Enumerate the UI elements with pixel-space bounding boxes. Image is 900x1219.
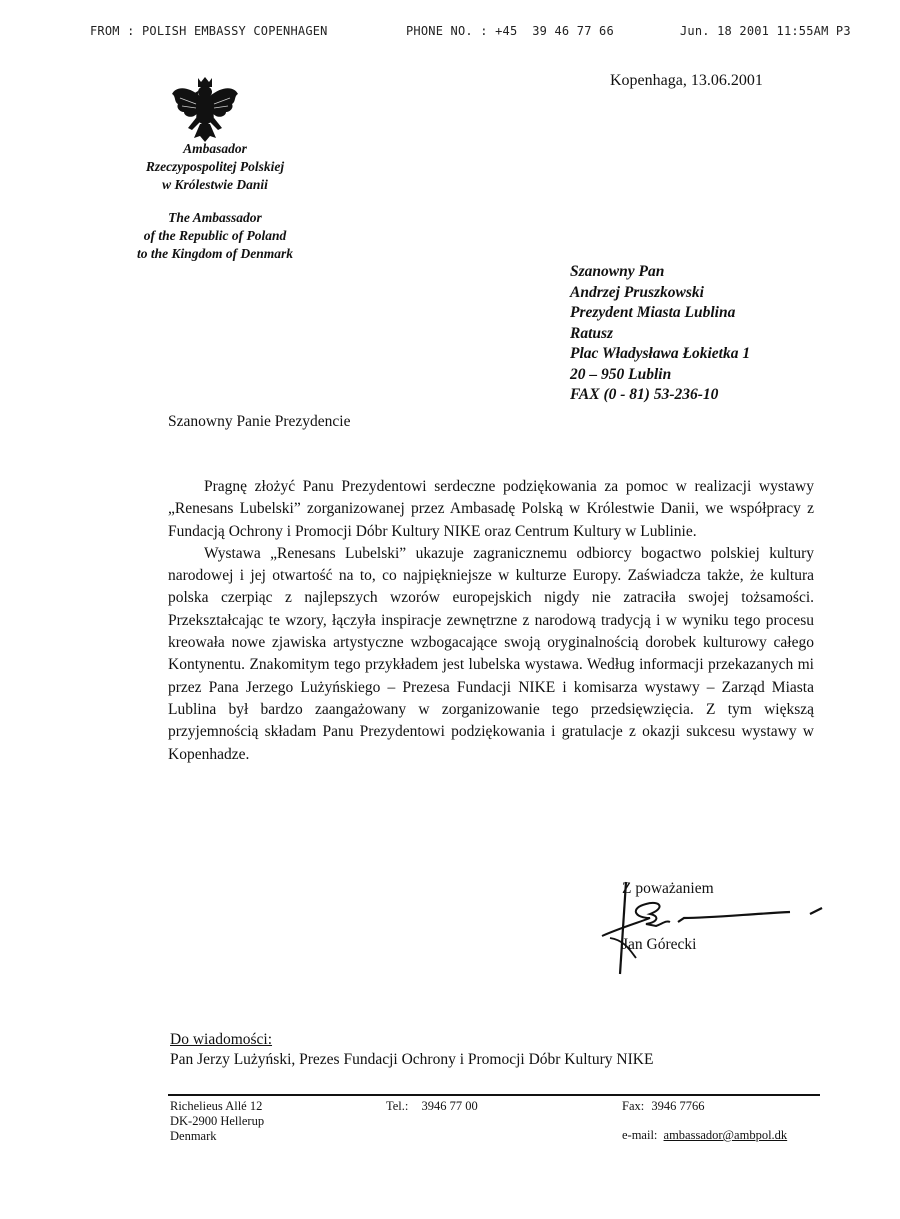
place-date: Kopenhaga, 13.06.2001 [610, 72, 763, 89]
body-paragraph: Wystawa „Renesans Lubelski” ukazuje zagranicznemu odbiorcy bogactwo polskiej kultury narodowej i jej otwartość na to, co najpiękniejsze w kulturze Europy. Zaświadcza także, że kultura polska czerpiąc z najlepszych wzorów europejskich nigdy nie zatraciła swojej tożsamości. Przekształcając te wzory, łączyła inspiracje zewnętrzne z narodową tradycją i w wyniku tego procesu kreowała nowe zjawiska artystyczne wzbogacające swoją oryginalnością dorobek kulturowy całego Kontynentu. Znakomitym tego przykładem jest lubelska wystawa. Według informacji przekazanych mi przez Pana Jerzego Lużyńskiego – Prezesa Fundacji NIKE i komisarza wystawy – Zarząd Miasta Lublina był bardzo zaangażowany w zorganizowanie tego przedsięwzięcia. Z tym większą przyjemnością składam Panu Prezydentowi podziękowania i gratulacje z okazji sukcesu wystawy w Kopenhadze. [168, 544, 814, 763]
recipient-line: 20 – 950 Lublin [570, 365, 672, 383]
recipient-line: Ratusz [570, 324, 614, 342]
letterhead-line: w Królestwie Danii [162, 177, 268, 192]
recipient-line: Plac Władysława Łokietka 1 [570, 345, 751, 362]
footer-divider [168, 1094, 820, 1096]
body-paragraph: Pragnę złożyć Panu Prezydentowi serdeczne podziękowania za pomoc w realizacji wystawy „Renesans Lubelski” zorganizowanej przez Ambasadę Polską w Królestwie Danii, we współpracy z Fundacją Ochrony i Promocji Dóbr Kultury NIKE oraz Centrum Kultury w Lublinie. [168, 478, 814, 540]
letterhead-english [110, 209, 320, 263]
cc-recipient: Pan Jerzy Lużyński, Prezes Fundacji Ochrony i Promocji Dóbr Kultury NIKE [170, 1051, 654, 1068]
tel-label: Tel.: [386, 1099, 409, 1113]
recipient-line: Prezydent Miasta Lublina [570, 304, 736, 321]
letter-body [168, 476, 814, 766]
signer-name: Jan Górecki [622, 936, 697, 953]
fax-value: 3946 7766 [651, 1099, 705, 1113]
fax-from: FROM : POLISH EMBASSY COPENHAGEN [90, 24, 328, 38]
letterhead-line: The Ambassador [168, 210, 262, 225]
recipient-line: Szanowny Pan [570, 263, 665, 280]
polish-eagle-emblem-icon [170, 76, 240, 144]
address-line: Denmark [170, 1129, 217, 1143]
fax-header [90, 24, 880, 44]
email-label: e-mail: [622, 1128, 658, 1142]
closing: Z poważaniem [622, 880, 714, 897]
letterhead-line: of the Republic of Poland [143, 228, 287, 243]
cc-label: Do wiadomości: [170, 1031, 273, 1048]
footer-tel [386, 1099, 478, 1114]
letterhead-polish [110, 140, 320, 194]
fax-timestamp: Jun. 18 2001 11:55AM P3 [680, 24, 851, 38]
recipient-line: Andrzej Pruszkowski [570, 283, 704, 301]
footer-address [170, 1099, 264, 1144]
letterhead-line: to the Kingdom of Denmark [136, 246, 293, 261]
letterhead-line: Rzeczypospolitej Polskiej [145, 159, 285, 174]
recipient-address [570, 262, 750, 406]
tel-value: 3946 77 00 [421, 1099, 478, 1113]
fax-phone: PHONE NO. : +45 39 46 77 66 [406, 24, 614, 38]
footer-fax [622, 1099, 704, 1114]
address-line: DK-2900 Hellerup [170, 1114, 265, 1128]
salutation: Szanowny Panie Prezydencie [168, 413, 351, 430]
fax-label: Fax: [622, 1099, 645, 1113]
handwritten-signature-icon [600, 878, 840, 978]
recipient-line: FAX (0 - 81) 53-236-10 [570, 386, 719, 403]
address-line: Richelieus Allé 12 [170, 1099, 263, 1113]
letterhead-line: Ambasador [183, 141, 247, 156]
email-link[interactable]: ambassador@ambpol.dk [663, 1128, 788, 1142]
footer-email [622, 1128, 787, 1143]
